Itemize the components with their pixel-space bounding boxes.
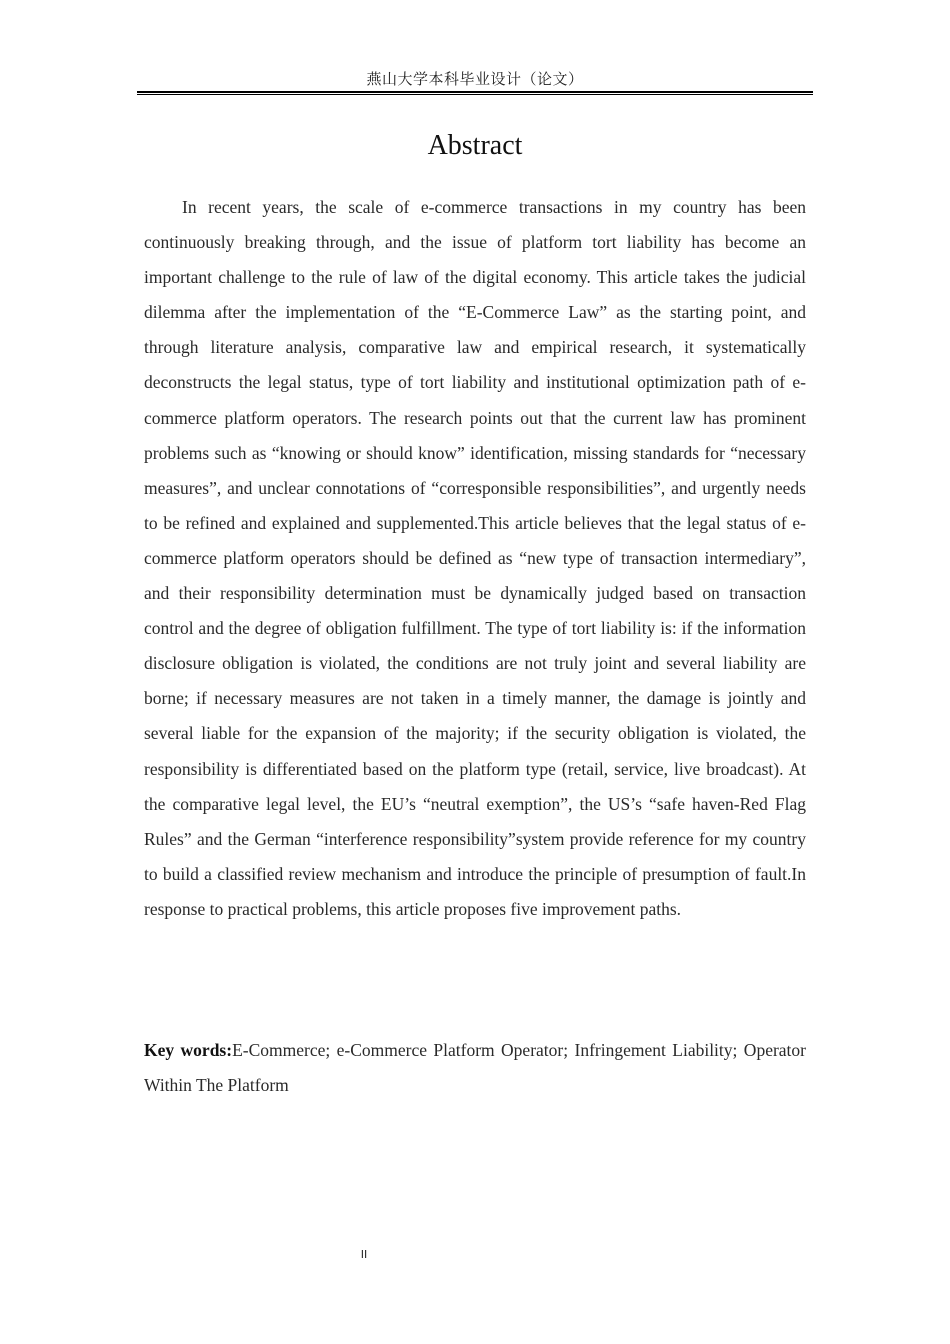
running-header: 燕山大学本科毕业设计（论文） — [366, 72, 584, 88]
page-title: Abstract — [427, 130, 523, 161]
header-rule-thin — [137, 94, 813, 95]
abstract-paragraph: In recent years, the scale of e-commerce transactions in my country has been continuously breaking through, and the issue of platform tort liability has become an important challenge to the rule of law of the digital economy. This article takes the judicial dilemma after the implementation of the “E-Commerce Law” as the starting point, and through literature analysis, comparative law and empirical research, it systematically deconstructs the legal status, type of tort liability and institutional optimization path of e-commerce platform operators. The research points out that the current law has prominent problems such as “knowing or should know” identification, missing standards for “necessary measures”, and unclear connotations of “corresponsible responsibilities”, and urgently needs to be refined and explained and supplemented.This article believes that the legal status of e-commerce platform operators should be defined as “new type of transaction intermediary”, and their responsibility determination must be dynamically judged based on transaction control and the degree of obligation fulfillment. The type of tort liability is: if the information disclosure obligation is violated, the conditions are not truly joint and several liability are borne; if necessary measures are not taken in a timely manner, the damage is jointly and several liable for the expansion of the majority; if the security obligation is violated, the responsibility is differentiated based on the platform type (retail, service, live broadcast). At the comparative legal level, the EU’s “neutral exemption”, the US’s “safe haven-Red Flag Rules” and the German “interference responsibility”system provide reference for my country to build a classified review mechanism and introduce the principle of presumption of fault.In response to practical problems, this article proposes five improvement paths. — [144, 197, 806, 919]
keywords-text: E-Commerce; e-Commerce Platform Operator; Infringement Liability; Operator Within The Platform — [144, 1040, 806, 1096]
keywords-label: Key words: — [144, 1040, 233, 1060]
keywords-paragraph — [144, 1033, 806, 1103]
page-number: II — [360, 1248, 368, 1261]
header-rule-thick — [137, 91, 813, 93]
